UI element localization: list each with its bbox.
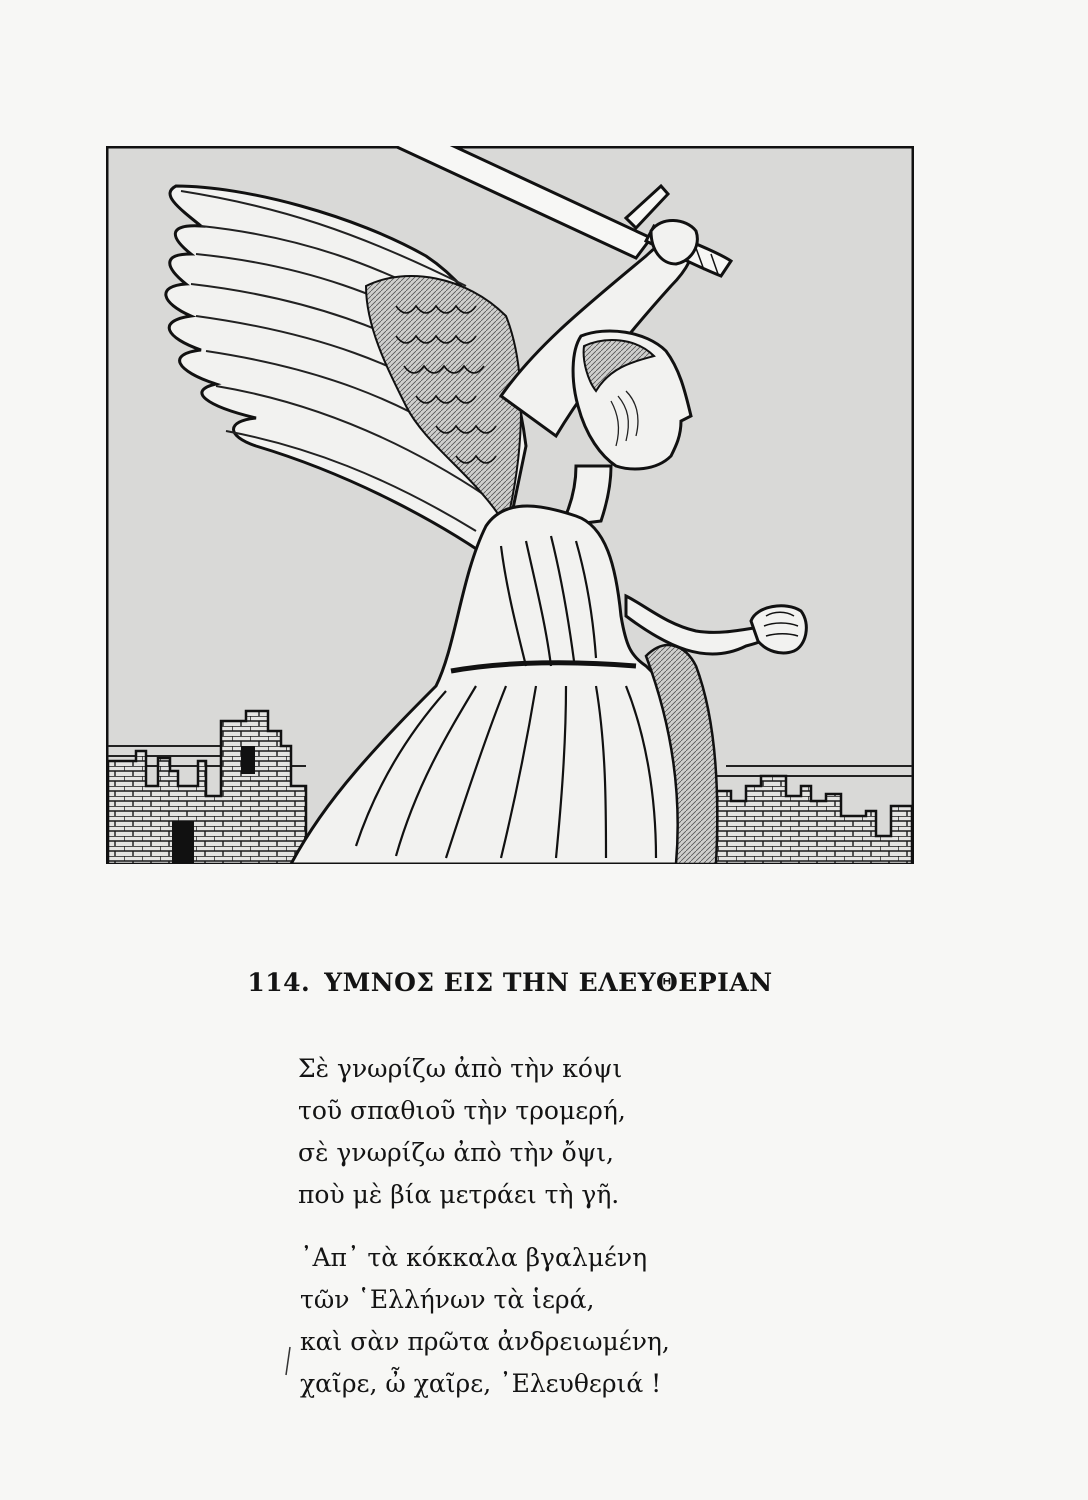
poem-line: Σὲ γνωρίζω ἀπὸ τὴν κόψι [298, 1054, 623, 1083]
poem-title-text: ΥΜΝΟΣ ΕΙΣ ΤΗΝ ΕΛΕΥΘΕΡΙΑΝ [324, 968, 773, 997]
stanza-2 [300, 1237, 670, 1405]
margin-mark-icon [284, 1346, 292, 1376]
poem-line: χαῖρε, ὦ χαῖρε, ᾿Ελευθεριά ! [300, 1369, 662, 1398]
liberty-illustration [106, 146, 914, 864]
poem-line: καὶ σὰν πρῶτα ἀνδρειωμένη, [300, 1327, 670, 1356]
poem-line: τῶν ῾Ελλήνων τὰ ἱερά, [300, 1285, 595, 1314]
winged-liberty-with-sword-icon [106, 146, 914, 864]
poem-line: σὲ γνωρίζω ἀπὸ τὴν ὄψι, [298, 1138, 615, 1167]
stanza-1 [298, 1048, 626, 1216]
poem-line: τοῦ σπαθιοῦ τὴν τρομερή, [298, 1096, 626, 1125]
poem-line: ποὺ μὲ βία μετράει τὴ γῆ. [298, 1180, 620, 1209]
poem-title [0, 968, 1020, 997]
poem-number: 114. [247, 968, 311, 997]
poem-line: ᾿Απ᾿ τὰ κόκκαλα βγαλμένη [300, 1243, 648, 1272]
